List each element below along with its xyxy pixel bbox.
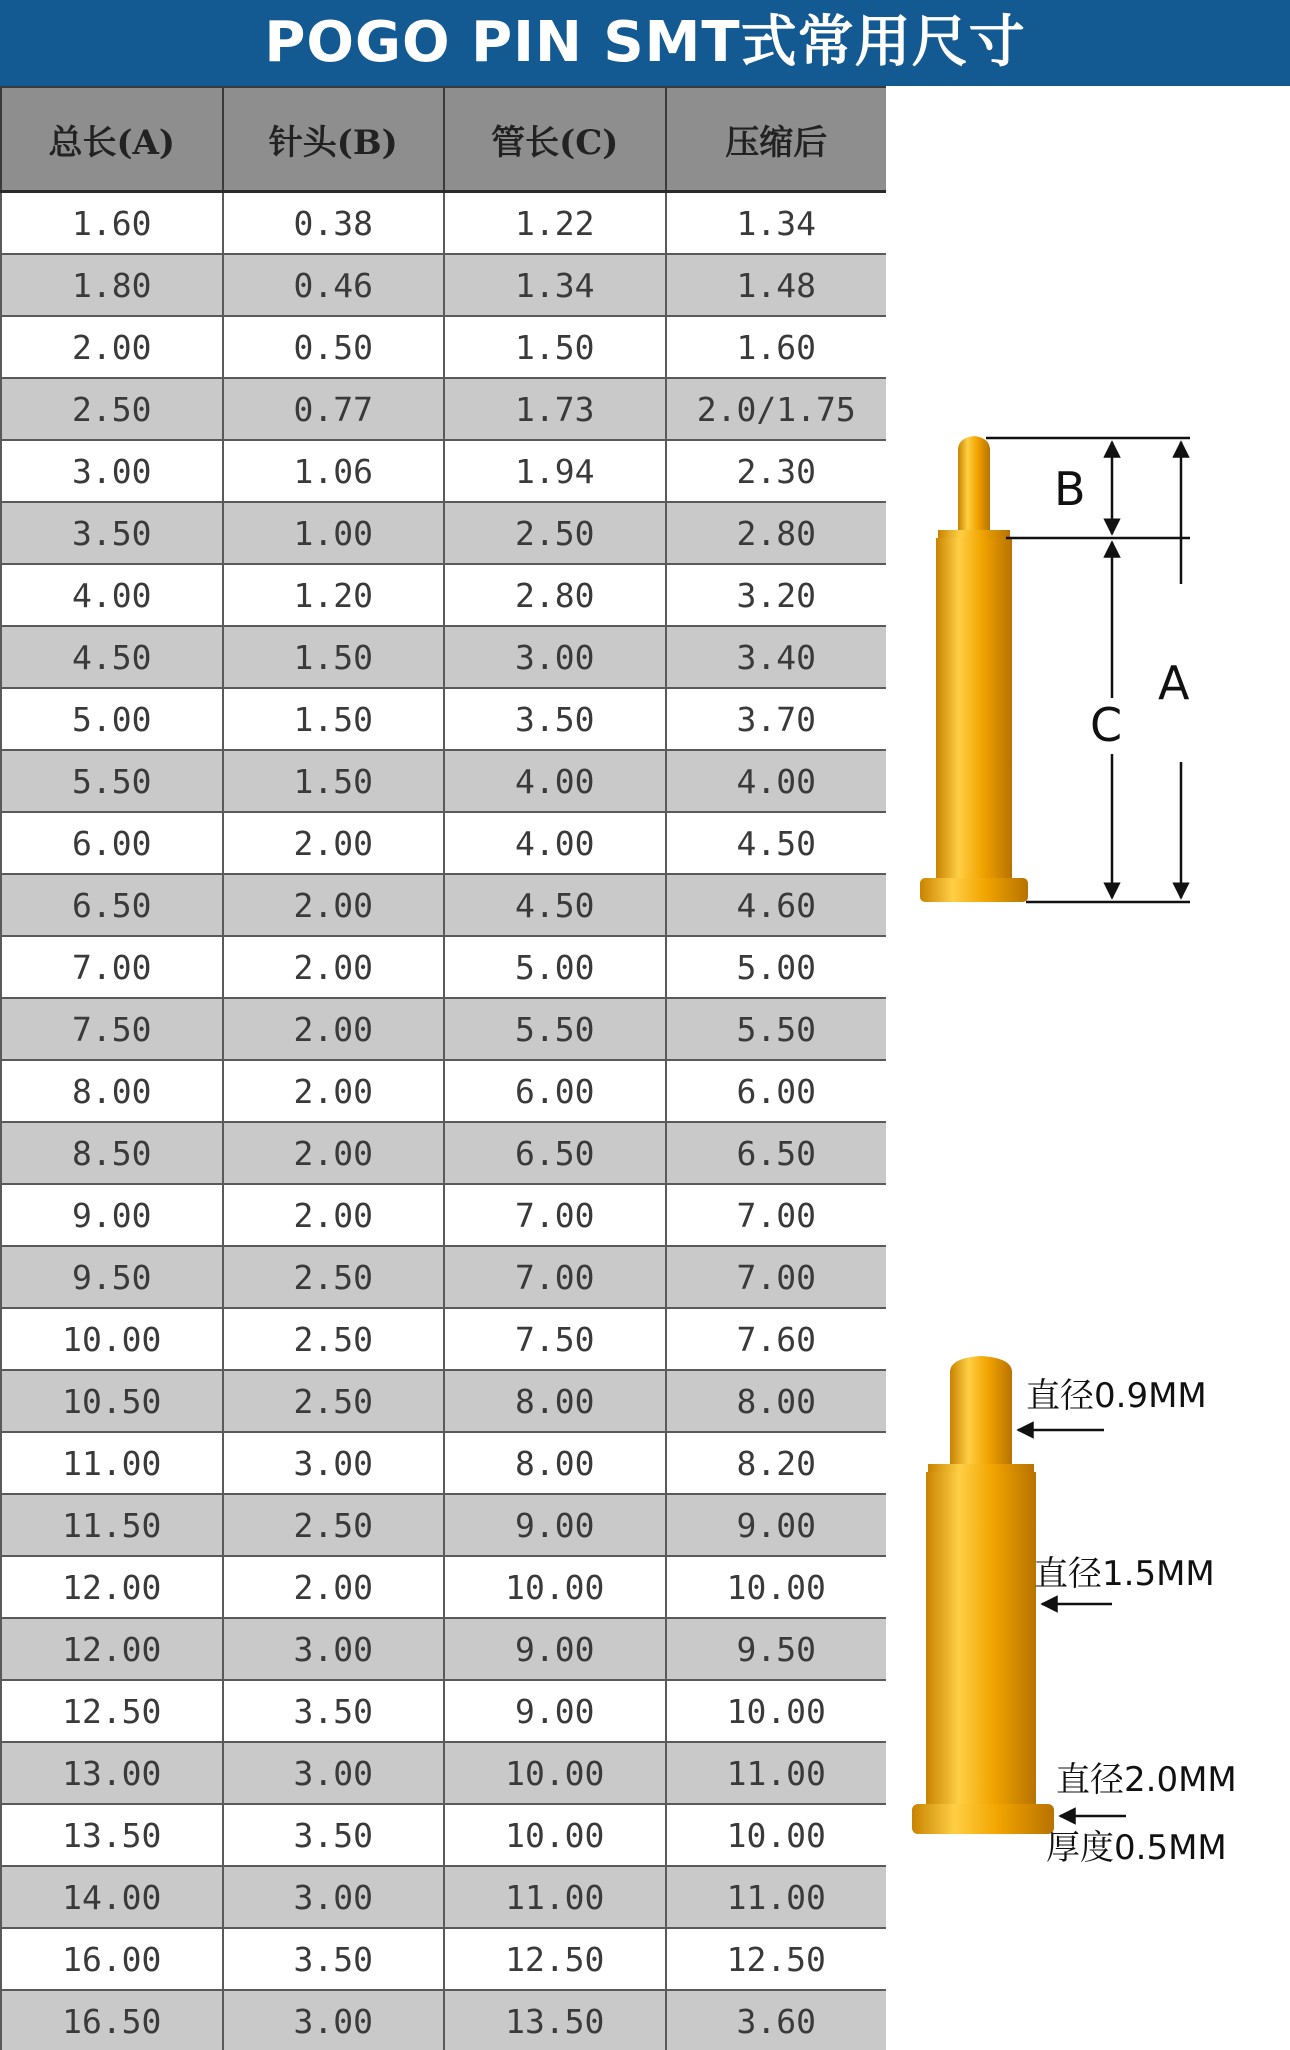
bottom-pin bbox=[912, 1356, 1054, 1834]
cell-pin-head: 2.00 bbox=[223, 1184, 445, 1246]
cell-total-length: 12.50 bbox=[1, 1680, 223, 1742]
cell-compressed: 10.00 bbox=[666, 1804, 887, 1866]
table-row bbox=[1, 1246, 886, 1308]
cell-total-length: 6.50 bbox=[1, 874, 223, 936]
cell-pin-head: 3.50 bbox=[223, 1804, 445, 1866]
cell-tube-length: 12.50 bbox=[444, 1928, 666, 1990]
cell-compressed: 7.60 bbox=[666, 1308, 887, 1370]
bottom-pin-shoulder bbox=[928, 1464, 1034, 1472]
dim-label-b: B bbox=[1054, 462, 1086, 516]
cell-total-length: 2.00 bbox=[1, 316, 223, 378]
cell-compressed: 4.50 bbox=[666, 812, 887, 874]
cell-tube-length: 9.00 bbox=[444, 1618, 666, 1680]
cell-pin-head: 3.50 bbox=[223, 1928, 445, 1990]
cell-compressed: 8.00 bbox=[666, 1370, 887, 1432]
cell-pin-head: 2.00 bbox=[223, 1122, 445, 1184]
cell-tube-length: 4.00 bbox=[444, 750, 666, 812]
cell-compressed: 1.60 bbox=[666, 316, 887, 378]
cell-tube-length: 7.00 bbox=[444, 1184, 666, 1246]
table-row bbox=[1, 1308, 886, 1370]
table-body bbox=[1, 192, 886, 2050]
header-tube-length: 管长(C) bbox=[444, 87, 666, 192]
cell-compressed: 3.40 bbox=[666, 626, 887, 688]
cell-pin-head: 2.00 bbox=[223, 1556, 445, 1618]
cell-pin-head: 3.50 bbox=[223, 1680, 445, 1742]
top-pin-barrel bbox=[936, 538, 1012, 878]
cell-total-length: 5.50 bbox=[1, 750, 223, 812]
table-row bbox=[1, 936, 886, 998]
cell-total-length: 6.00 bbox=[1, 812, 223, 874]
table-row bbox=[1, 378, 886, 440]
cell-pin-head: 3.00 bbox=[223, 1990, 445, 2050]
cell-pin-head: 2.00 bbox=[223, 998, 445, 1060]
header-compressed: 压缩后 bbox=[666, 87, 887, 192]
note-flange-thickness: 厚度0.5MM bbox=[1046, 1828, 1227, 1868]
cell-total-length: 13.00 bbox=[1, 1742, 223, 1804]
cell-compressed: 7.00 bbox=[666, 1184, 887, 1246]
cell-total-length: 4.50 bbox=[1, 626, 223, 688]
top-pin bbox=[920, 436, 1028, 902]
top-pin-shoulder bbox=[938, 530, 1010, 538]
cell-pin-head: 1.50 bbox=[223, 688, 445, 750]
cell-total-length: 16.50 bbox=[1, 1990, 223, 2050]
cell-tube-length: 8.00 bbox=[444, 1370, 666, 1432]
cell-pin-head: 1.50 bbox=[223, 750, 445, 812]
cell-compressed: 10.00 bbox=[666, 1680, 887, 1742]
page-title: POGO PIN SMT式常用尺寸 bbox=[0, 0, 1290, 86]
table-row bbox=[1, 1928, 886, 1990]
bottom-pin-plunger bbox=[950, 1386, 1012, 1464]
cell-tube-length: 11.00 bbox=[444, 1866, 666, 1928]
cell-total-length: 1.80 bbox=[1, 254, 223, 316]
cell-tube-length: 13.50 bbox=[444, 1990, 666, 2050]
cell-compressed: 5.00 bbox=[666, 936, 887, 998]
cell-total-length: 11.00 bbox=[1, 1432, 223, 1494]
cell-compressed: 1.48 bbox=[666, 254, 887, 316]
cell-tube-length: 2.80 bbox=[444, 564, 666, 626]
table-row bbox=[1, 1122, 886, 1184]
cell-pin-head: 0.38 bbox=[223, 192, 445, 255]
cell-compressed: 4.60 bbox=[666, 874, 887, 936]
cell-total-length: 14.00 bbox=[1, 1866, 223, 1928]
cell-compressed: 4.00 bbox=[666, 750, 887, 812]
cell-tube-length: 5.50 bbox=[444, 998, 666, 1060]
cell-tube-length: 1.50 bbox=[444, 316, 666, 378]
cell-total-length: 7.50 bbox=[1, 998, 223, 1060]
note-barrel-diameter: 直径1.5MM bbox=[1034, 1554, 1215, 1594]
cell-pin-head: 0.77 bbox=[223, 378, 445, 440]
table-row bbox=[1, 1742, 886, 1804]
cell-pin-head: 0.50 bbox=[223, 316, 445, 378]
cell-total-length: 11.50 bbox=[1, 1494, 223, 1556]
cell-compressed: 6.50 bbox=[666, 1122, 887, 1184]
cell-pin-head: 2.50 bbox=[223, 1308, 445, 1370]
cell-pin-head: 2.00 bbox=[223, 812, 445, 874]
cell-total-length: 8.00 bbox=[1, 1060, 223, 1122]
cell-compressed: 3.20 bbox=[666, 564, 887, 626]
dim-label-c: C bbox=[1090, 698, 1123, 752]
cell-compressed: 3.60 bbox=[666, 1990, 887, 2050]
table-row bbox=[1, 688, 886, 750]
cell-tube-length: 10.00 bbox=[444, 1556, 666, 1618]
cell-tube-length: 7.00 bbox=[444, 1246, 666, 1308]
cell-tube-length: 9.00 bbox=[444, 1494, 666, 1556]
cell-compressed: 10.00 bbox=[666, 1556, 887, 1618]
table-row bbox=[1, 626, 886, 688]
cell-tube-length: 1.34 bbox=[444, 254, 666, 316]
cell-total-length: 13.50 bbox=[1, 1804, 223, 1866]
cell-total-length: 10.50 bbox=[1, 1370, 223, 1432]
table-header-row bbox=[1, 87, 886, 192]
cell-tube-length: 1.73 bbox=[444, 378, 666, 440]
cell-tube-length: 6.00 bbox=[444, 1060, 666, 1122]
cell-tube-length: 9.00 bbox=[444, 1680, 666, 1742]
table-row bbox=[1, 316, 886, 378]
cell-total-length: 9.00 bbox=[1, 1184, 223, 1246]
top-pin-flange bbox=[920, 878, 1028, 902]
cell-compressed: 11.00 bbox=[666, 1742, 887, 1804]
table-row bbox=[1, 812, 886, 874]
cell-tube-length: 10.00 bbox=[444, 1742, 666, 1804]
cell-pin-head: 2.00 bbox=[223, 936, 445, 998]
table-row bbox=[1, 1618, 886, 1680]
bottom-pin-flange bbox=[912, 1804, 1054, 1834]
cell-tube-length: 1.94 bbox=[444, 440, 666, 502]
table-row bbox=[1, 1432, 886, 1494]
cell-total-length: 3.00 bbox=[1, 440, 223, 502]
cell-tube-length: 5.00 bbox=[444, 936, 666, 998]
table-row bbox=[1, 1556, 886, 1618]
table-row bbox=[1, 564, 886, 626]
table-row bbox=[1, 1866, 886, 1928]
cell-compressed: 2.0/1.75 bbox=[666, 378, 887, 440]
note-tip-diameter: 直径0.9MM bbox=[1026, 1376, 1207, 1416]
cell-pin-head: 1.00 bbox=[223, 502, 445, 564]
cell-total-length: 8.50 bbox=[1, 1122, 223, 1184]
table-row bbox=[1, 1804, 886, 1866]
table-row bbox=[1, 1060, 886, 1122]
cell-tube-length: 6.50 bbox=[444, 1122, 666, 1184]
cell-total-length: 10.00 bbox=[1, 1308, 223, 1370]
cell-tube-length: 8.00 bbox=[444, 1432, 666, 1494]
cell-total-length: 9.50 bbox=[1, 1246, 223, 1308]
cell-total-length: 3.50 bbox=[1, 502, 223, 564]
header-total-length: 总长(A) bbox=[1, 87, 223, 192]
cell-total-length: 7.00 bbox=[1, 936, 223, 998]
cell-pin-head: 3.00 bbox=[223, 1866, 445, 1928]
cell-pin-head: 3.00 bbox=[223, 1618, 445, 1680]
table-row bbox=[1, 1494, 886, 1556]
cell-tube-length: 4.50 bbox=[444, 874, 666, 936]
table-row bbox=[1, 1680, 886, 1742]
pin-diagrams bbox=[886, 86, 1290, 2050]
table-row bbox=[1, 998, 886, 1060]
cell-tube-length: 3.00 bbox=[444, 626, 666, 688]
cell-compressed: 11.00 bbox=[666, 1866, 887, 1928]
bottom-pin-barrel bbox=[926, 1472, 1036, 1804]
cell-pin-head: 2.00 bbox=[223, 874, 445, 936]
cell-total-length: 5.00 bbox=[1, 688, 223, 750]
cell-pin-head: 2.50 bbox=[223, 1246, 445, 1308]
cell-pin-head: 1.20 bbox=[223, 564, 445, 626]
cell-compressed: 9.00 bbox=[666, 1494, 887, 1556]
table-row bbox=[1, 1370, 886, 1432]
cell-tube-length: 3.50 bbox=[444, 688, 666, 750]
cell-pin-head: 2.50 bbox=[223, 1494, 445, 1556]
cell-compressed: 3.70 bbox=[666, 688, 887, 750]
cell-total-length: 1.60 bbox=[1, 192, 223, 255]
cell-compressed: 5.50 bbox=[666, 998, 887, 1060]
cell-total-length: 12.00 bbox=[1, 1618, 223, 1680]
table-row bbox=[1, 1990, 886, 2050]
table-row bbox=[1, 1184, 886, 1246]
top-pin-plunger bbox=[958, 448, 990, 530]
note-flange-diameter: 直径2.0MM bbox=[1056, 1760, 1237, 1800]
header-pin-head: 针头(B) bbox=[223, 87, 445, 192]
cell-pin-head: 3.00 bbox=[223, 1742, 445, 1804]
cell-compressed: 12.50 bbox=[666, 1928, 887, 1990]
cell-pin-head: 0.46 bbox=[223, 254, 445, 316]
cell-compressed: 7.00 bbox=[666, 1246, 887, 1308]
cell-compressed: 6.00 bbox=[666, 1060, 887, 1122]
cell-tube-length: 4.00 bbox=[444, 812, 666, 874]
cell-total-length: 4.00 bbox=[1, 564, 223, 626]
cell-total-length: 16.00 bbox=[1, 1928, 223, 1990]
table-row bbox=[1, 502, 886, 564]
table-row bbox=[1, 440, 886, 502]
cell-tube-length: 2.50 bbox=[444, 502, 666, 564]
table-row bbox=[1, 874, 886, 936]
cell-tube-length: 10.00 bbox=[444, 1804, 666, 1866]
dimension-table-wrapper bbox=[0, 86, 886, 2050]
table-row bbox=[1, 254, 886, 316]
cell-pin-head: 2.50 bbox=[223, 1370, 445, 1432]
cell-compressed: 1.34 bbox=[666, 192, 887, 255]
cell-compressed: 2.30 bbox=[666, 440, 887, 502]
cell-compressed: 9.50 bbox=[666, 1618, 887, 1680]
cell-tube-length: 7.50 bbox=[444, 1308, 666, 1370]
cell-compressed: 2.80 bbox=[666, 502, 887, 564]
table-row bbox=[1, 750, 886, 812]
table-row bbox=[1, 192, 886, 255]
cell-pin-head: 3.00 bbox=[223, 1432, 445, 1494]
dimension-table bbox=[0, 86, 886, 2050]
cell-total-length: 2.50 bbox=[1, 378, 223, 440]
cell-pin-head: 1.50 bbox=[223, 626, 445, 688]
cell-pin-head: 2.00 bbox=[223, 1060, 445, 1122]
dim-label-a: A bbox=[1158, 656, 1190, 710]
cell-compressed: 8.20 bbox=[666, 1432, 887, 1494]
cell-tube-length: 1.22 bbox=[444, 192, 666, 255]
cell-total-length: 12.00 bbox=[1, 1556, 223, 1618]
cell-pin-head: 1.06 bbox=[223, 440, 445, 502]
